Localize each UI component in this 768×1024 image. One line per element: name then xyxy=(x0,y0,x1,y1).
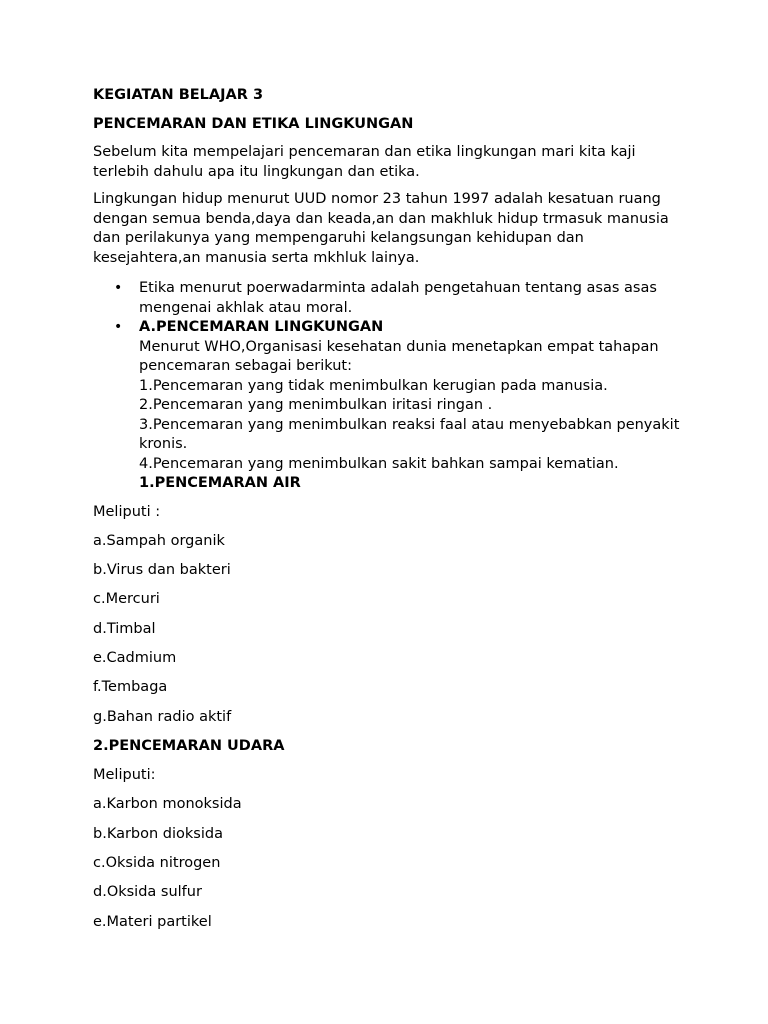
air-intro: Meliputi: xyxy=(93,767,156,784)
list-item: c.Oksida nitrogen xyxy=(93,855,221,872)
stage-2: 2.Pencemaran yang menimbulkan iritasi ringan . xyxy=(139,397,493,413)
list-item: g.Bahan radio aktif xyxy=(93,708,232,725)
air-pollutant-list xyxy=(93,795,693,941)
bullet-item-etika xyxy=(93,279,693,318)
list-item: e.Materi partikel xyxy=(93,913,212,930)
list-item: b.Karbon dioksida xyxy=(93,825,223,842)
water-pollutant-list xyxy=(93,532,693,737)
list-item: c.Mercuri xyxy=(93,591,160,608)
water-intro: Meliputi : xyxy=(93,503,161,520)
subsection-pencemaran-air: 1.PENCEMARAN AIR xyxy=(139,475,301,491)
bullet-text-etika: Etika menurut poerwadarminta adalah pengetahuan tentang asas asas mengenai akhlak atau moral. xyxy=(139,280,657,316)
stage-4: 4.Pencemaran yang menimbulkan sakit bahkan sampai kematian. xyxy=(139,455,619,472)
bullet-icon: • xyxy=(114,319,123,335)
heading-kegiatan: KEGIATAN BELAJAR 3 xyxy=(93,87,264,103)
stage-3: 3.Pencemaran yang menimbulkan reaksi faal atau menyebabkan penyakit kronis. xyxy=(139,416,680,452)
document-page xyxy=(93,86,693,942)
paragraph-intro: Sebelum kita mempelajari pencemaran dan etika lingkungan mari kita kaji terlebih dahulu apa itu lingkungan dan etika. xyxy=(93,144,636,180)
who-intro: Menurut WHO,Organisasi kesehatan dunia menetapkan empat tahapan pencemaran sebagai berikut: xyxy=(139,338,659,374)
list-item: a.Karbon monoksida xyxy=(93,796,242,813)
list-item: f.Tembaga xyxy=(93,679,168,696)
list-item: d.Timbal xyxy=(93,620,156,637)
paragraph-definition: Lingkungan hidup menurut UUD nomor 23 tahun 1997 adalah kesatuan ruang dengan semua benda,daya dan keada,an dan makhluk hidup trmasuk manusia dan perilakunya yang mempengaruhi kelangsungan kehidupan dan kesejahtera,an manusia serta mkhluk lainya. xyxy=(93,191,669,266)
section-title-pencemaran-lingkungan: A.PENCEMARAN LINGKUNGAN xyxy=(139,319,384,335)
list-item: e.Cadmium xyxy=(93,649,177,666)
stage-1: 1.Pencemaran yang tidak menimbulkan kerugian pada manusia. xyxy=(139,377,608,394)
bullet-list xyxy=(93,279,693,494)
list-item: b.Virus dan bakteri xyxy=(93,562,231,579)
list-item: a.Sampah organik xyxy=(93,532,225,549)
heading-pencemaran-etika: PENCEMARAN DAN ETIKA LINGKUNGAN xyxy=(93,116,414,132)
section-title-pencemaran-udara: 2.PENCEMARAN UDARA xyxy=(93,737,285,754)
list-item: d.Oksida sulfur xyxy=(93,884,202,901)
bullet-item-pencemaran xyxy=(93,318,693,494)
bullet-icon: • xyxy=(114,280,123,296)
